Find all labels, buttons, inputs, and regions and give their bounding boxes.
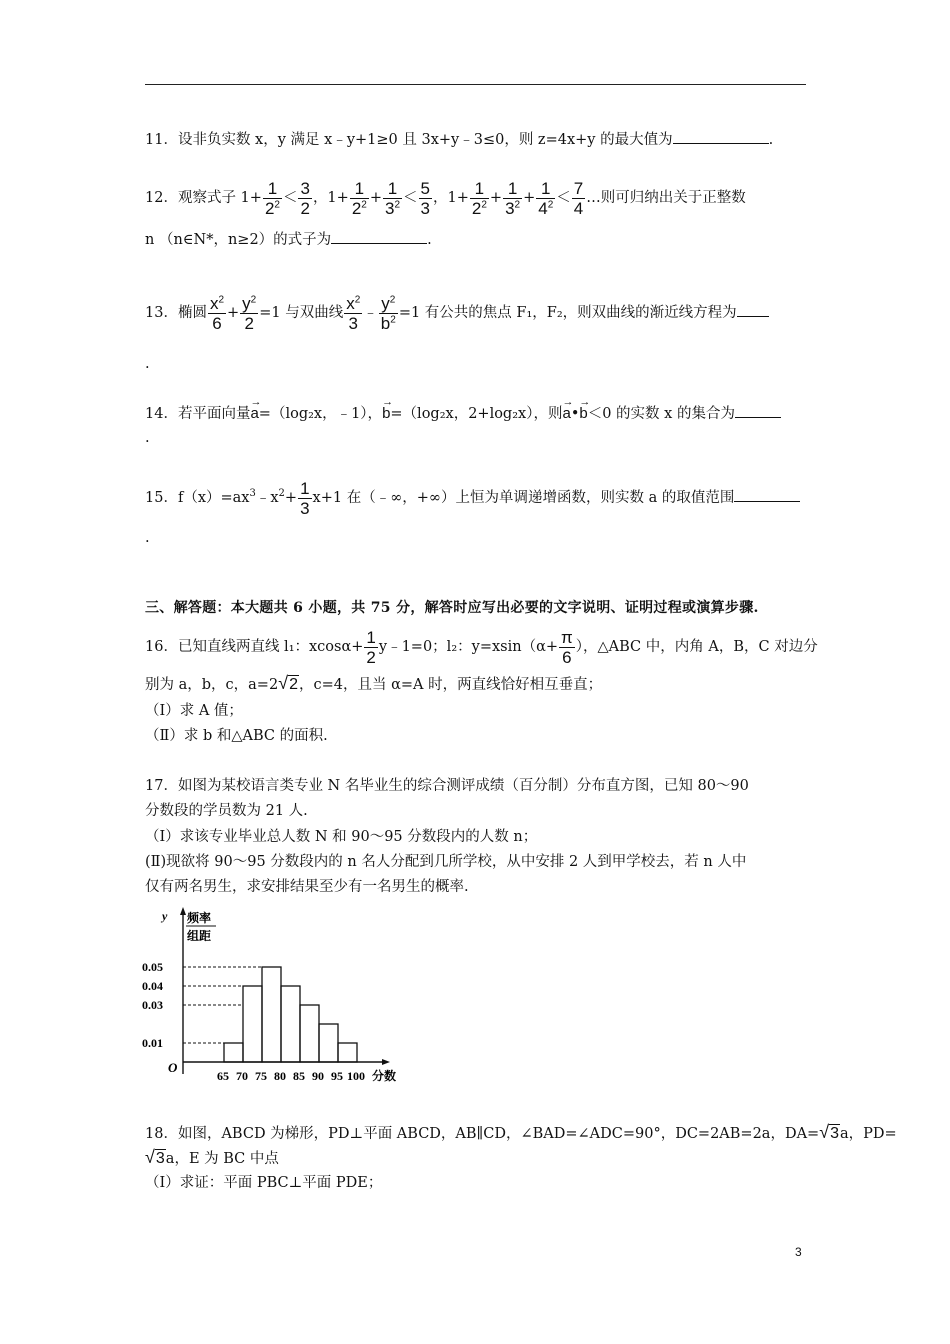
fraction: $\frac{3}{2}$ (300, 178, 310, 218)
fraction: $\frac{1}{3^2}$ (505, 178, 521, 218)
question-14-dot: . (145, 430, 150, 446)
vector-b: → b (382, 404, 390, 424)
fraction: $\frac{1}{3}$ (300, 478, 310, 518)
fraction: $\frac{1}{2^2}$ (264, 178, 280, 218)
question-14: 14．若平面向量→ a=（log₂x，﹣1），→ b=（log₂x，2+log₂x），则→ a•→ b＜0 的实数 x 的集合为 (145, 402, 781, 424)
header-rule (145, 84, 806, 85)
x-tick-label: 85 (293, 1069, 305, 1082)
y-label-denominator: 组距 (187, 929, 212, 943)
vector-a: → a (250, 404, 258, 424)
fraction: $\frac{1}{2^2}$ (471, 178, 487, 218)
fraction: $\frac{5}{3}$ (420, 178, 430, 218)
question-16-part1: （Ⅰ）求 A 值； (145, 703, 243, 719)
question-11: 11．设非负实数 x，y 满足 x﹣y+1≥0 且 3x+y﹣3≤0，则 z=4x+y 的最大值为 . (145, 128, 773, 150)
question-18: 18．如图，ABCD 为梯形，PD⊥平面 ABCD，AB∥CD，∠BAD=∠ADC=90°，DC=2AB=2a，DA=√3a，PD= (145, 1122, 897, 1142)
answer-blank (734, 486, 800, 502)
x-tick-label: 70 (236, 1069, 248, 1082)
fraction: $\frac{\pi}{6}$ (561, 627, 573, 667)
y-label-numerator: 频率 (187, 911, 212, 925)
y-tick-label: 0.04 (142, 979, 163, 993)
histogram-bar (281, 986, 300, 1062)
histogram-chart (140, 902, 410, 1082)
fraction: $\frac{y^2}{b^2}$ (380, 293, 396, 333)
question-17-line2: 分数段的学员数为 21 人. (145, 803, 308, 819)
vector-b: → b (579, 404, 587, 424)
x-axis-label: 分数 (372, 1069, 397, 1082)
histogram-bar (338, 1043, 357, 1062)
fraction: $\frac{7}{4}$ (573, 178, 584, 218)
y-tick-label: 0.05 (142, 960, 163, 974)
fraction: $\frac{x^2}{6}$ (209, 293, 225, 333)
x-tick-label: 75 (255, 1069, 267, 1082)
section-heading: 三、解答题：本大题共 6 小题，共 75 分，解答时应写出必要的文字说明、证明过程或演算步骤. (145, 600, 759, 616)
sqrt-3: √3 (819, 1122, 839, 1142)
question-18-line2: √3a，E 为 BC 中点 (145, 1147, 279, 1167)
question-13-dot: . (145, 356, 150, 372)
fraction: $\frac{1}{2}$ (366, 627, 376, 667)
question-12: 12．观察式子 1+ $\frac{1}{2^2}$ ＜ $\frac{3}{2}$ ，1+ $\frac{1}{2^2}$ + $\frac{1}{3^2}$ ＜ $\frac{5}{3}$ ，1+ $\frac{1}{2^2}$ + $\frac{1}{3^2}$ + $\frac{1}{4^2}$ ＜ $\frac{7}{4}$ …则可归纳出关于正整数 (145, 178, 746, 218)
fraction: $\frac{x^2}{3}$ (346, 293, 361, 333)
fraction: $\frac{1}{2^2}$ (351, 178, 367, 218)
origin-label: O (168, 1060, 178, 1075)
fraction: $\frac{1}{3^2}$ (385, 178, 401, 218)
question-13: 13．椭圆 $\frac{x^2}{6}$ + $\frac{y^2}{2}$ =1 与双曲线 $\frac{x^2}{3}$ ﹣ $\frac{y^2}{b^2}$ =1 有公共的焦点 F₁，F₂，则双曲线的渐近线方程为 (145, 290, 769, 336)
answer-blank (735, 402, 781, 418)
answer-blank (737, 301, 769, 317)
question-15-dot: . (145, 530, 150, 546)
x-tick-label: 90 (312, 1069, 324, 1082)
y-axis-arrow (180, 907, 186, 915)
histogram-bar (243, 986, 262, 1062)
histogram-bar (319, 1024, 338, 1062)
question-17-part2b: 仅有两名男生，求安排结果至少有一名男生的概率. (145, 879, 469, 895)
answer-blank (673, 128, 769, 144)
x-tick-label: 100 (347, 1069, 365, 1082)
question-12-line2: n （n∈N*，n≥2）的式子为 . (145, 228, 432, 250)
vector-a: → a (562, 404, 570, 424)
y-tick-label: 0.03 (142, 998, 163, 1012)
answer-blank (331, 228, 427, 244)
question-16-line2: 别为 a，b，c，a=2√2，c=4，且当 α=A 时，两直线恰好相互垂直； (145, 673, 603, 693)
sqrt-3: √3 (145, 1147, 165, 1167)
y-tick-label: 0.01 (142, 1036, 163, 1050)
histogram-bar (300, 1005, 319, 1062)
x-tick-label: 95 (331, 1069, 343, 1082)
x-axis-arrow (382, 1059, 390, 1065)
question-17: 17．如图为某校语言类专业 N 名毕业生的综合测评成绩（百分制）分布直方图，已知 80～90 (145, 778, 749, 794)
histogram-bar (224, 1043, 243, 1062)
histogram-bar (262, 967, 281, 1062)
question-18-part1: （Ⅰ）求证：平面 PBC⊥平面 PDE； (145, 1175, 383, 1191)
sqrt-2: √2 (278, 673, 298, 693)
x-tick-label: 65 (217, 1069, 229, 1082)
page-number: 3 (795, 1245, 802, 1259)
question-15: 15．$f(x)=ax^3﹣x^2+$ $\frac{1}{3}$ x+1 在（﹣∞，+∞）上恒为单调递增函数，则实数 a 的取值范围 (145, 476, 800, 520)
x-tick-label: 80 (274, 1069, 286, 1082)
fraction: $\frac{y^2}{2}$ (242, 293, 257, 333)
question-16: 16．已知直线两直线 l₁：xcosα+ $\frac{1}{2}$ y﹣1=0；l₂：y=xsin（α+ $\frac{\pi}{6}$ ），△ABC 中，内角 A，B，C 对边分 (145, 627, 818, 667)
question-17-part2a: (Ⅱ)现欲将 90～95 分数段内的 n 名人分配到几所学校，从中安排 2 人到甲学校去，若 n 人中 (145, 854, 747, 870)
fraction: $\frac{1}{4^2}$ (538, 178, 554, 218)
question-17-part1: （Ⅰ）求该专业毕业总人数 N 和 90～95 分数段内的人数 n； (145, 829, 538, 845)
question-16-part2: （Ⅱ）求 b 和△ABC 的面积. (145, 728, 328, 744)
y-axis-label: y (162, 909, 168, 923)
